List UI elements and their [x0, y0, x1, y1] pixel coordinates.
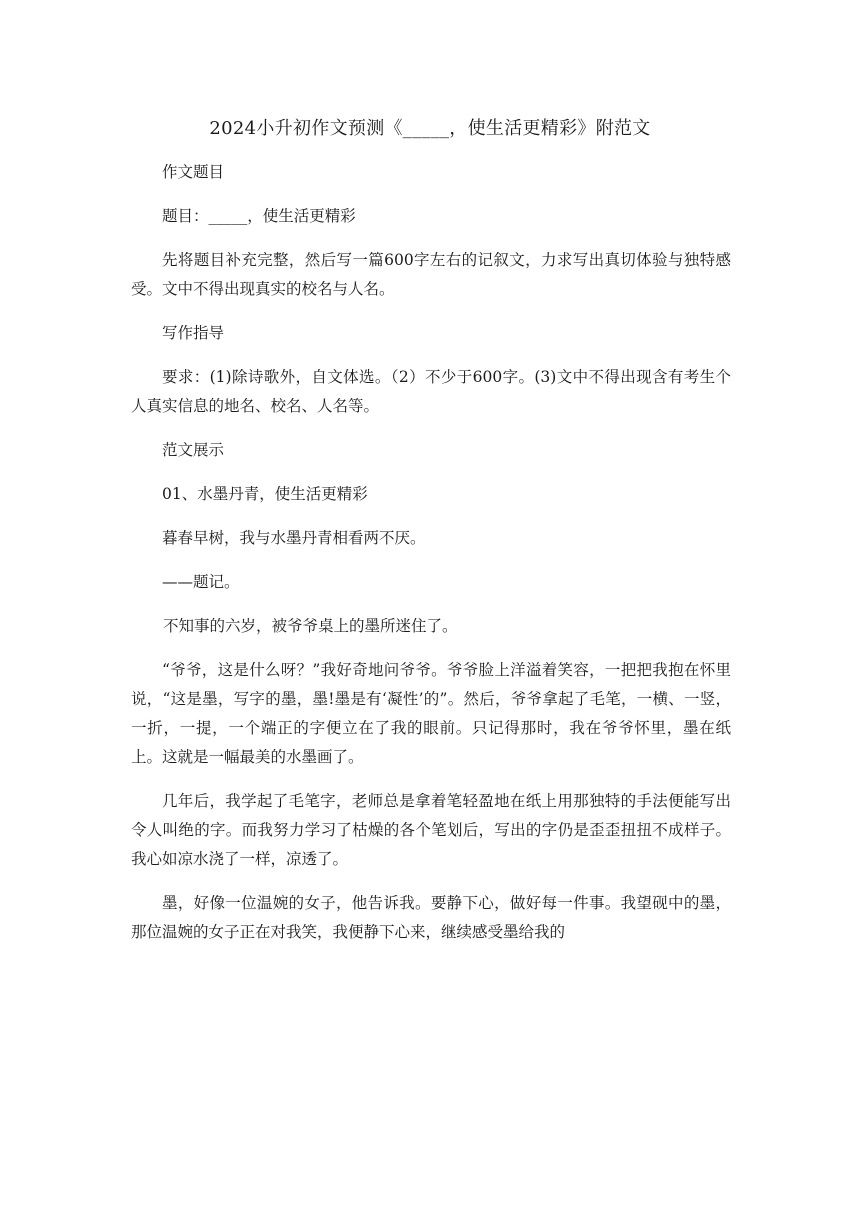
essay-paragraph: 几年后，我学起了毛笔字，老师总是拿着笔轻盈地在纸上用那独特的手法便能写出令人叫绝的字。而我努力学习了枯燥的各个笔划后，写出的字仍是歪歪扭扭不成样子。我心如凉水浇了一样，凉透了。	[131, 792, 731, 868]
sample-essay-title: 01、水墨丹青，使生活更精彩	[162, 485, 368, 503]
topic-instruction: 先将题目补充完整，然后写一篇600字左右的记叙文，力求写出真切体验与独特感受。文中不得出现真实的校名与人名。	[131, 251, 731, 298]
essay-paragraph: 墨，好像一位温婉的女子，他告诉我。要静下心，做好每一件事。我望砚中的墨，那位温婉的女子正在对我笑，我便静下心来，继续感受墨给我的	[131, 894, 731, 941]
document-body	[131, 158, 731, 947]
requirements-paragraph: 要求：(1)除诗歌外，自文体选。（2）不少于600字。(3)文中不得出现含有考生个人真实信息的地名、校名、人名等。	[131, 368, 731, 415]
epigraph-attribution: ——题记。	[162, 573, 240, 591]
document-title: 2024小升初作文预测《_____，使生活更精彩》附范文	[209, 118, 651, 139]
essay-paragraph: “爷爷，这是什么呀？”我好奇地问爷爷。爷爷脸上洋溢着笑容，一把把我抱在怀里说，“这是墨，写字的墨，墨!墨是有‘凝性’的”。然后，爷爷拿起了毛笔，一横、一竖，一折，一提，一个端正的字便立在了我的眼前。只记得那时，我在爷爷怀里，墨在纸上。这就是一幅最美的水墨画了。	[131, 661, 731, 766]
topic-line: 题目：_____，使生活更精彩	[162, 207, 356, 225]
essay-paragraph: 不知事的六岁，被爷爷桌上的墨所迷住了。	[163, 617, 458, 635]
section-heading-sample: 范文展示	[162, 441, 225, 459]
section-heading-guide: 写作指导	[162, 324, 225, 342]
epigraph-line: 暮春早树，我与水墨丹青相看两不厌。	[162, 529, 426, 547]
section-heading-topic: 作文题目	[162, 163, 225, 181]
